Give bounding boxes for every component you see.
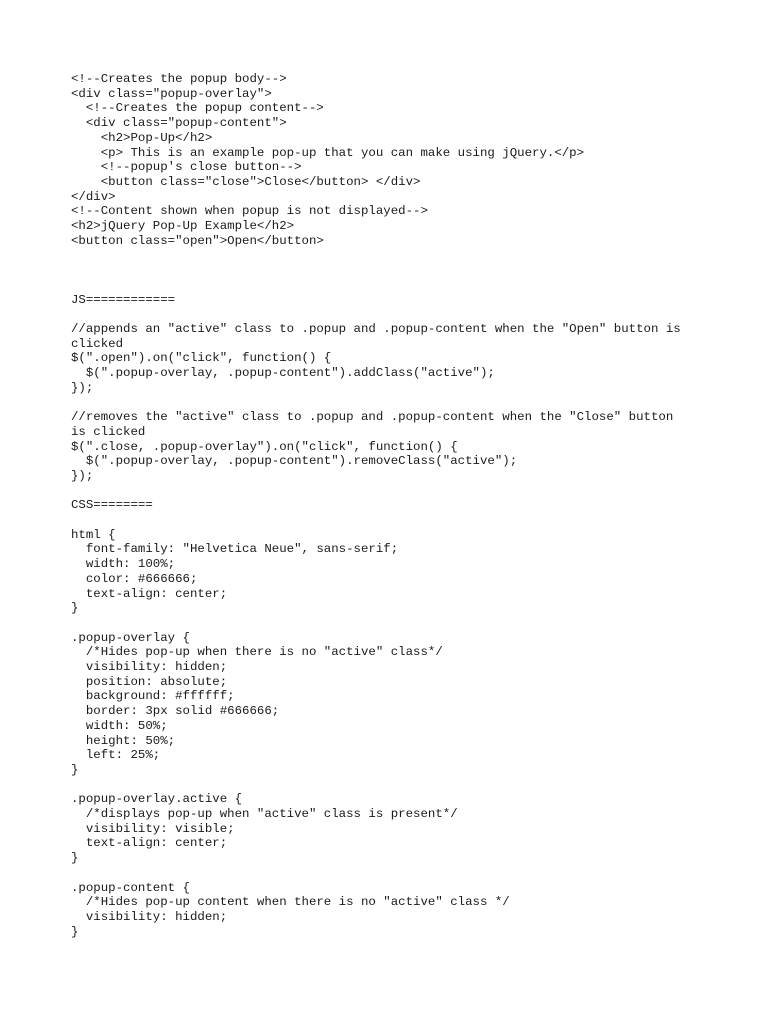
code-line: $(".popup-overlay, .popup-content").addClass("active"); xyxy=(71,366,495,380)
code-line: $(".open").on("click", function() { xyxy=(71,351,332,366)
blank-line xyxy=(71,248,697,263)
code-line: $(".popup-overlay, .popup-content").removeClass("active"); xyxy=(71,454,518,469)
code-line: CSS======== xyxy=(71,498,153,513)
code-line: left: 25%; xyxy=(71,748,161,763)
code-line: //removes the "active" class to .popup and .popup-content when the "Close" button xyxy=(71,410,674,425)
blank-line xyxy=(71,484,697,499)
code-line: } xyxy=(71,924,79,939)
code-line: //appends an "active" class to .popup and .popup-content when the "Open" button is xyxy=(71,321,681,336)
blank-line xyxy=(71,278,697,293)
code-line: color: #666666; xyxy=(71,571,198,586)
code-line: <!--Creates the popup content--> xyxy=(71,101,324,116)
code-line: <button class="close">Close</button> </div> xyxy=(71,174,421,189)
code-document xyxy=(71,72,697,939)
code-line: visibility: hidden; xyxy=(71,660,228,674)
code-line: width: 100%; xyxy=(71,557,176,572)
code-line: <!--Content shown when popup is not displayed--> xyxy=(71,204,428,219)
code-line: $(".close, .popup-overlay").on("click", function() { xyxy=(71,439,458,454)
code-line: .popup-overlay.active { xyxy=(71,792,243,807)
code-line: height: 50%; xyxy=(71,733,176,748)
code-line: .popup-content { xyxy=(71,880,190,895)
code-line: position: absolute; xyxy=(71,674,228,689)
code-line: .popup-overlay { xyxy=(71,630,190,645)
code-line: text-align: center; xyxy=(71,586,228,601)
code-line: </div> xyxy=(71,189,116,204)
code-line: html { xyxy=(71,527,116,542)
code-line: width: 50%; xyxy=(71,718,168,733)
blank-line xyxy=(71,307,697,322)
blank-line xyxy=(71,866,697,881)
code-line: <button class="open">Open</button> xyxy=(71,233,324,248)
code-line: /*Hides pop-up when there is no "active" class*/ xyxy=(71,645,443,660)
code-line: }); xyxy=(71,380,94,395)
code-line: } xyxy=(71,762,79,777)
code-line: is clicked xyxy=(71,424,146,439)
code-line: } xyxy=(71,601,79,616)
code-line: <h2>Pop-Up</h2> xyxy=(71,130,213,145)
code-line: font-family: "Helvetica Neue", sans-serif; xyxy=(71,542,399,557)
blank-line xyxy=(71,395,697,410)
blank-line xyxy=(71,263,697,278)
blank-line xyxy=(71,778,697,793)
code-line: <div class="popup-overlay"> xyxy=(71,86,272,101)
code-line: background: #ffffff; xyxy=(71,689,235,704)
code-line: <!--Creates the popup body--> xyxy=(71,72,287,86)
code-line: /*displays pop-up when "active" class is present*/ xyxy=(71,807,458,822)
blank-line xyxy=(71,513,697,528)
code-line: } xyxy=(71,851,79,866)
code-line: /*Hides pop-up content when there is no "active" class */ xyxy=(71,895,510,910)
code-line: <!--popup's close button--> xyxy=(71,160,302,175)
code-line: border: 3px solid #666666; xyxy=(71,704,280,719)
code-line: <div class="popup-content"> xyxy=(71,116,287,131)
code-line: JS============ xyxy=(71,292,176,307)
code-line: text-align: center; xyxy=(71,836,228,851)
code-line: }); xyxy=(71,468,94,483)
code-line: <h2>jQuery Pop-Up Example</h2> xyxy=(71,219,295,234)
code-line: <p> This is an example pop-up that you can make using jQuery.</p> xyxy=(71,145,585,160)
code-line: visibility: hidden; xyxy=(71,909,228,924)
code-line: visibility: visible; xyxy=(71,821,235,836)
code-line: clicked xyxy=(71,336,124,351)
blank-line xyxy=(71,616,697,631)
